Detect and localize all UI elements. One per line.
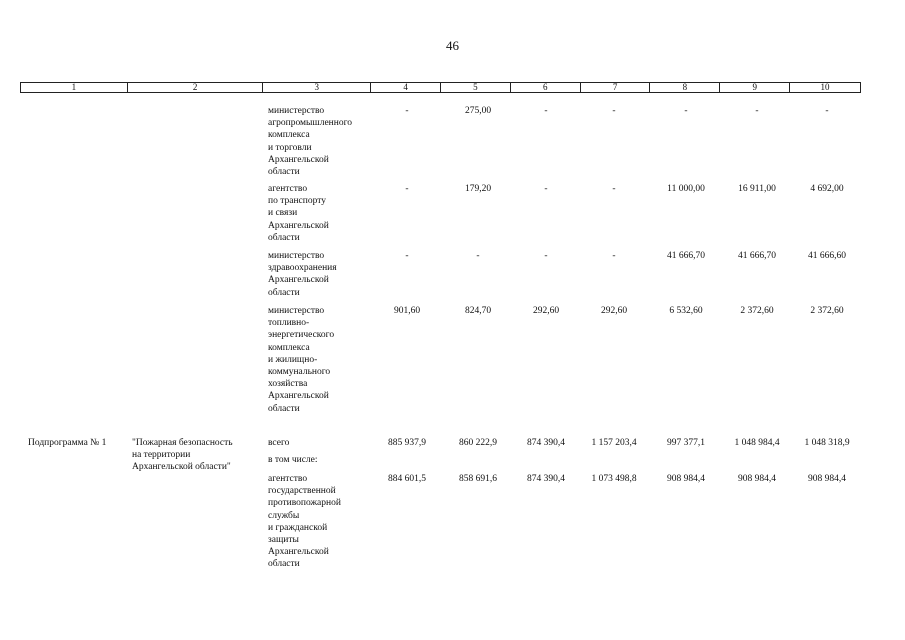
row-executor: министерство здравоохранения Архангельской области (268, 251, 337, 298)
row-value-col-6: - (544, 184, 548, 194)
row-value-col-9: 1 048 984,4 (734, 438, 780, 448)
header-col-4: 4 (371, 83, 441, 92)
row-value-col-5: 860 222,9 (459, 438, 497, 448)
row-value-col-7: 1 157 203,4 (591, 438, 637, 448)
row-value-col-8: 997 377,1 (667, 438, 705, 448)
row-value-col-4: - (405, 184, 409, 194)
row-value-col-7: 292,60 (600, 306, 628, 316)
row-executor: министерство топливно- энергетического комплекса и жилищно- коммунального хозяйства Архангельской области (268, 306, 335, 414)
header-col-3: 3 (263, 83, 371, 92)
header-col-9: 9 (720, 83, 790, 92)
row-value-col-7: - (612, 251, 616, 261)
row-value-col-10: 2 372,60 (810, 306, 844, 316)
row-value-col-10: 4 692,00 (810, 184, 844, 194)
row-value-col-5: - (476, 251, 480, 261)
row-value-col-5: 179,20 (464, 184, 492, 194)
header-col-6: 6 (511, 83, 581, 92)
row-value-col-5: 275,00 (464, 106, 492, 116)
row-value-col-10: 1 048 318,9 (804, 438, 850, 448)
row-value-col-6: 292,60 (532, 306, 560, 316)
row-value-col-8: 11 000,00 (667, 184, 705, 194)
row-value-col-9: - (755, 106, 759, 116)
row-value-col-8: 908 984,4 (667, 474, 705, 484)
row-program-name: "Пожарная безопасность на территории Архангельской области" (132, 438, 233, 473)
row-value-col-5: 824,70 (464, 306, 492, 316)
row-value-col-5: 858 691,6 (459, 474, 497, 484)
row-value-col-10: - (825, 106, 829, 116)
row-value-col-9: 16 911,00 (738, 184, 776, 194)
row-program-label: Подпрограмма № 1 (28, 438, 107, 448)
row-executor: в том числе: (268, 455, 318, 465)
header-col-5: 5 (441, 83, 511, 92)
row-value-col-8: 41 666,70 (667, 251, 705, 261)
header-col-8: 8 (650, 83, 720, 92)
header-col-2: 2 (128, 83, 264, 92)
row-value-col-4: - (405, 251, 409, 261)
row-value-col-9: 41 666,70 (738, 251, 776, 261)
row-value-col-8: - (684, 106, 688, 116)
row-executor: агентство по транспорту и связи Архангельской области (268, 184, 329, 243)
row-value-col-8: 6 532,60 (669, 306, 703, 316)
row-value-col-4: 884 601,5 (388, 474, 426, 484)
row-value-col-4: 885 937,9 (388, 438, 426, 448)
header-col-10: 10 (820, 82, 830, 92)
row-executor: агентство государственной противопожарной службы и гражданской защиты Архангельской области (268, 474, 341, 570)
row-value-col-7: 1 073 498,8 (591, 474, 637, 484)
row-value-col-9: 908 984,4 (738, 474, 776, 484)
row-value-col-10: 908 984,4 (808, 474, 846, 484)
row-value-col-4: 901,60 (393, 306, 421, 316)
row-value-col-6: 874 390,4 (527, 438, 565, 448)
row-value-col-6: - (544, 251, 548, 261)
row-value-col-6: - (544, 106, 548, 116)
row-value-col-4: - (405, 106, 409, 116)
table-header-row (20, 82, 861, 93)
row-value-col-7: - (612, 184, 616, 194)
row-executor: министерство агропромышленного комплекса и торговли Архангельской области (268, 106, 353, 178)
row-value-col-10: 41 666,60 (808, 251, 846, 261)
row-value-col-6: 874 390,4 (527, 474, 565, 484)
header-col-7: 7 (581, 83, 651, 92)
row-executor: всего (268, 438, 290, 448)
row-value-col-9: 2 372,60 (740, 306, 774, 316)
page-number: 46 (446, 38, 459, 53)
header-col-1: 1 (21, 83, 128, 92)
row-value-col-7: - (612, 106, 616, 116)
